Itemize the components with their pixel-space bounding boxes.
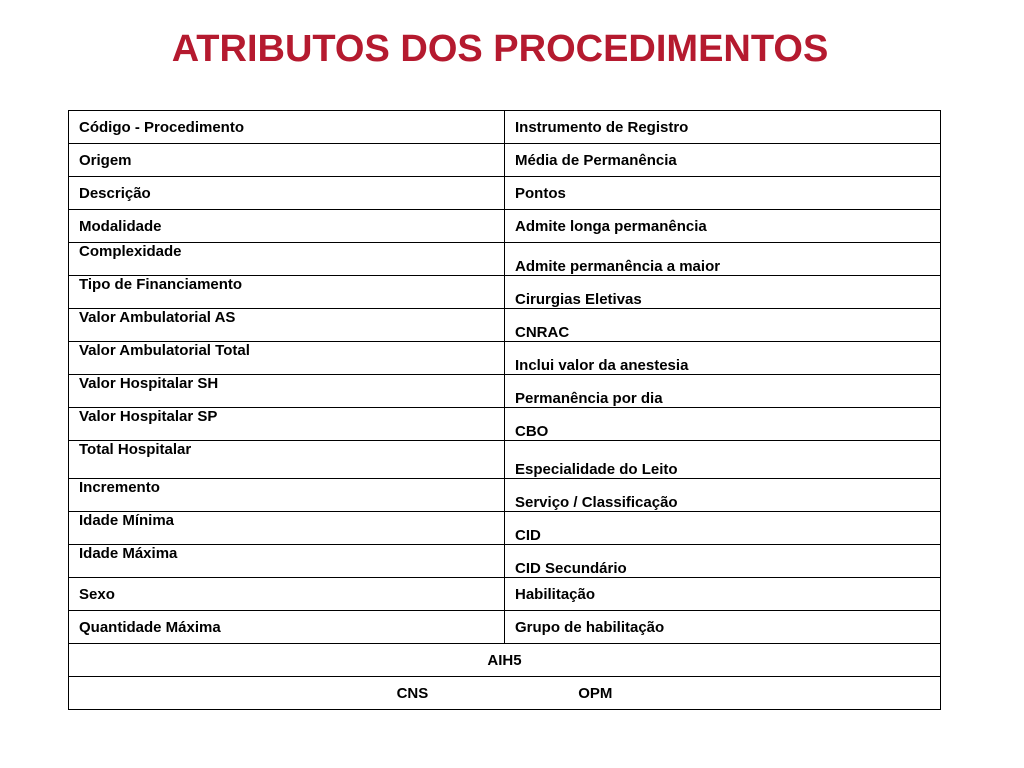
table-row	[69, 611, 941, 644]
attribute-cell: Instrumento de Registro	[505, 111, 941, 144]
table-row	[69, 479, 941, 512]
attribute-cell: Admite longa permanência	[505, 210, 941, 243]
attribute-cell: Sexo	[69, 578, 505, 611]
attribute-cell: Admite permanência a maior	[505, 243, 941, 276]
table-row	[69, 342, 941, 375]
attribute-cell: Especialidade do Leito	[505, 441, 941, 479]
attribute-cell: Idade Mínima	[69, 512, 505, 545]
attribute-cell: Complexidade	[69, 243, 505, 276]
table-row	[69, 243, 941, 276]
attribute-cell: Habilitação	[505, 578, 941, 611]
attribute-cell: Serviço / Classificação	[505, 479, 941, 512]
attribute-cell: Código - Procedimento	[69, 111, 505, 144]
opm-label: OPM	[578, 684, 613, 702]
aih5-cell: AIH5	[69, 644, 941, 677]
attribute-cell: CBO	[505, 408, 941, 441]
attribute-cell: CNRAC	[505, 309, 941, 342]
attribute-cell: Valor Hospitalar SH	[69, 375, 505, 408]
table-row	[69, 177, 941, 210]
attribute-cell: Valor Ambulatorial Total	[69, 342, 505, 375]
attribute-cell: Incremento	[69, 479, 505, 512]
attribute-cell: Tipo de Financiamento	[69, 276, 505, 309]
attribute-cell: CID	[505, 512, 941, 545]
table-row	[69, 276, 941, 309]
table-row	[69, 578, 941, 611]
attribute-cell: CID Secundário	[505, 545, 941, 578]
cns-opm-cell	[69, 677, 941, 710]
attribute-cell: Pontos	[505, 177, 941, 210]
table-row	[69, 408, 941, 441]
attribute-cell: Inclui valor da anestesia	[505, 342, 941, 375]
table-row	[69, 677, 941, 710]
attribute-cell: Grupo de habilitação	[505, 611, 941, 644]
attribute-cell: Total Hospitalar	[69, 441, 505, 479]
attribute-cell: Descrição	[69, 177, 505, 210]
table-row	[69, 441, 941, 479]
table-row	[69, 375, 941, 408]
attribute-cell: Média de Permanência	[505, 144, 941, 177]
table-row	[69, 144, 941, 177]
cns-label: CNS	[396, 684, 429, 702]
table-row	[69, 545, 941, 578]
table-row	[69, 309, 941, 342]
attribute-cell: Permanência por dia	[505, 375, 941, 408]
attribute-cell: Quantidade Máxima	[69, 611, 505, 644]
attributes-table	[68, 110, 941, 710]
attribute-cell: Valor Ambulatorial AS	[69, 309, 505, 342]
page-title: ATRIBUTOS DOS PROCEDIMENTOS	[171, 28, 829, 70]
attribute-cell: Valor Hospitalar SP	[69, 408, 505, 441]
table-row	[69, 644, 941, 677]
table-row	[69, 111, 941, 144]
attribute-cell: Modalidade	[69, 210, 505, 243]
attribute-cell: Origem	[69, 144, 505, 177]
table-row	[69, 210, 941, 243]
table-row	[69, 512, 941, 545]
attribute-cell: Idade Máxima	[69, 545, 505, 578]
attribute-cell: Cirurgias Eletivas	[505, 276, 941, 309]
